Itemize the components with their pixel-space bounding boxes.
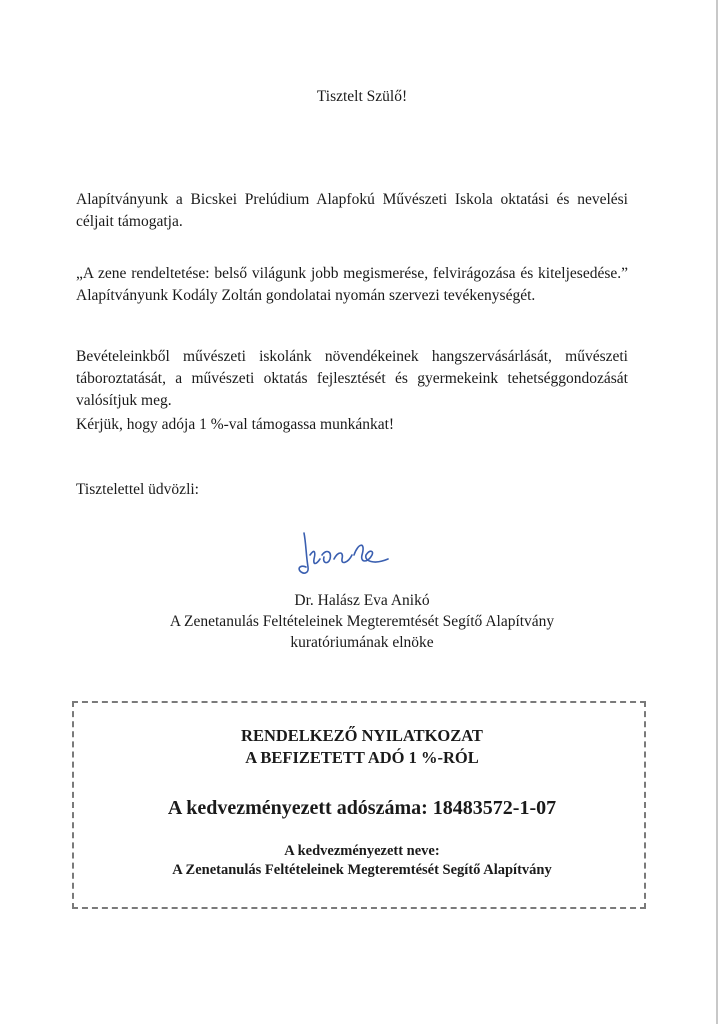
paragraph-quote: „A zene rendeltetése: belső világunk jobb megismerése, felvirágozása és kiteljesedése.” Alapítványunk Kodály Zoltán gondolatai nyomán szervezi tevékenységét. <box>76 265 628 304</box>
handwritten-signature <box>292 525 412 580</box>
signer-role: kuratóriumának elnöke <box>290 634 434 651</box>
signer-organization: A Zenetanulás Feltételeinek Megteremtését Segítő Alapítvány <box>169 613 555 630</box>
paragraph-activities: Bevételeinkből művészeti iskolánk növendékeinek hangszervásárlását, művészeti táboroztatását, a művészeti oktatás fejlesztését és gyermekeink tehetséggondozását valósítjuk meg. <box>76 348 628 409</box>
declaration-title <box>0 725 724 769</box>
beneficiary-block <box>0 842 724 880</box>
paragraph-intro: Alapítványunk a Bicskei Prelúdium Alapfokú Művészeti Iskola oktatási és nevelési céljait támogatja. <box>76 191 628 230</box>
beneficiary-name: A Zenetanulás Feltételeinek Megteremtését Segítő Alapítvány <box>172 862 552 878</box>
signer-name: Dr. Halász Eva Anikó <box>294 592 430 609</box>
beneficiary-label: A kedvezményezett neve: <box>284 843 440 859</box>
declaration-title-line2: A BEFIZETETT ADÓ 1 %-RÓL <box>245 748 479 767</box>
signer-block <box>0 590 724 653</box>
closing-line: Tisztelettel üdvözli: <box>76 481 199 498</box>
tax-id-value: 18483572-1-07 <box>432 797 557 819</box>
paragraph-request: Kérjük, hogy adója 1 %-val támogassa munkánkat! <box>76 416 395 433</box>
salutation: Tisztelt Szülő! <box>316 88 408 105</box>
tax-id-label: A kedvezményezett adószáma: <box>167 797 428 819</box>
tax-id-line <box>0 797 724 820</box>
declaration-title-line1: RENDELKEZŐ NYILATKOZAT <box>241 726 483 745</box>
signature-strokes <box>299 533 388 573</box>
